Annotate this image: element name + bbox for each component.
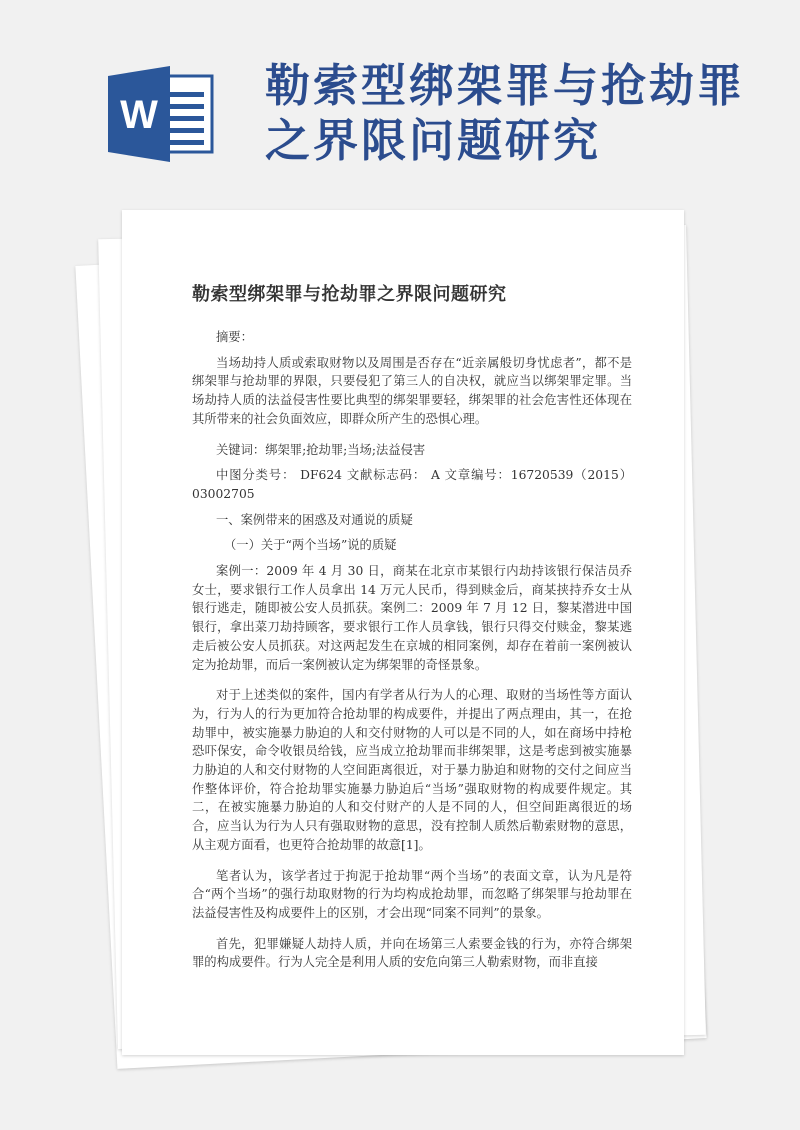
paragraph: 笔者认为，该学者过于拘泥于抢劫罪“两个当场”的表面文章，认为凡是符合“两个当场”的强行劫取财物的行为均构成抢劫罪，而忽略了绑架罪与抢劫罪在法益侵害性及构成要件上的区别，才会出现“同案不同判”的景象。 — [192, 868, 632, 920]
word-logo-letter: W — [120, 93, 158, 137]
abstract-text: 当场劫持人质或索取财物以及周围是否存在“近亲属般切身忧虑者”，都不是绑架罪与抢劫罪的界限，只要侵犯了第三人的自决权，就应当以绑架罪定罪。当场劫持人质的法益侵害性要比典型的绑架罪要轻，绑架罪的社会危害性还体现在其所带来的社会负面效应，即群众所产生的恐惧心理。 — [192, 355, 632, 426]
abstract-label: 摘要： — [216, 330, 253, 344]
word-document-icon — [108, 66, 218, 162]
banner-title-line2: 之界限问题研究 — [265, 114, 602, 167]
banner-title — [265, 58, 785, 168]
classification-info: 中图分类号： DF624 文献标志码： A 文章编号：16720539（2015）03002705 — [192, 468, 632, 501]
document-title: 勒索型绑架罪与抢劫罪之界限问题研究 — [192, 284, 507, 305]
section-heading: 一、案例带来的困惑及对通说的质疑 — [216, 512, 413, 527]
document-body — [192, 280, 632, 979]
paragraph: 对于上述类似的案件，国内有学者从行为人的心理、取财的当场性等方面认为，行为人的行为更加符合抢劫罪的构成要件，并提出了两点理由，其一，在抢劫罪中，被实施暴力胁迫的人和交付财物的人可以是不同的人，如在商场中持枪恐吓保安，命令收银员给钱，应当成立抢劫罪而非绑架罪，这是考虑到被实施暴力胁迫的人和交付财物的人空间距离很近，对于暴力胁迫和财物的交付之间应当作整体评价，符合抢劫罪实施暴力胁迫后“当场”强取财物的构成要件规定。其二，在被实施暴力胁迫的人和交付财产的人是不同的人，但空间距离很近的场合，应当认为行为人只有强取财物的意思，没有控制人质然后勒索财物的意思，从主观方面看，也更符合抢劫罪的故意[1]。 — [192, 688, 632, 852]
keywords: 关键词：绑架罪;抢劫罪;当场;法益侵害 — [216, 442, 426, 457]
paragraph: 案例一：2009 年 4 月 30 日，商某在北京市某银行内劫持该银行保洁员乔女士，要求银行工作人员拿出 14 万元人民币，得到赎金后，商某挟持乔女士从银行逃走，随即被公安人员抓获。案例二：2009 年 7 月 12 日，黎某潜进中国银行，拿出菜刀劫持顾客，要求银行工作人员拿钱，银行只得交付赎金，黎某逃走后被公安人员抓获。对这两起发生在京城的相同案例，却存在着前一案例被认定为抢劫罪，而后一案例被认定为绑架罪的奇怪景象。 — [192, 564, 632, 672]
word-logo — [108, 66, 218, 162]
banner-title-line1: 勒索型绑架罪与抢劫罪 — [265, 59, 746, 112]
document-page — [122, 210, 684, 1055]
subsection-heading: （一）关于“两个当场”说的质疑 — [224, 538, 397, 553]
paragraph: 首先，犯罪嫌疑人劫持人质，并向在场第三人索要金钱的行为，亦符合绑架罪的构成要件。行为人完全是利用人质的安危向第三人勒索财物，而非直接 — [192, 936, 632, 970]
